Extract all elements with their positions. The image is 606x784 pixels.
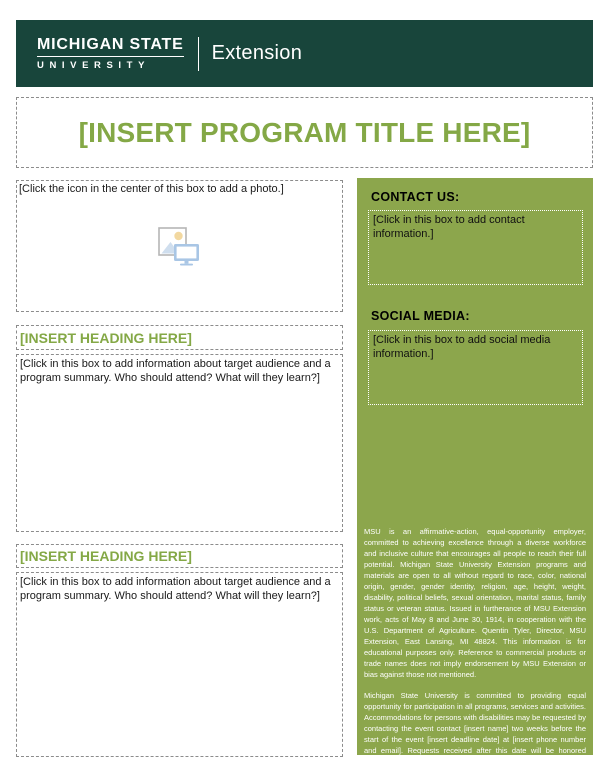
wordmark-line2: UNIVERSITY [37,60,151,71]
photo-placeholder-box[interactable] [16,180,343,312]
heading-box-2[interactable] [16,544,343,568]
nondiscrimination-statement: MSU is an affirmative-action, equal-opportunity employer, committed to achieving excellence through a diverse workforce and inclusive culture that encourages all people to reach their full potential. Michigan State University Extension programs and materials are open to all without regard to race, color, national origin, gender, gender identity, religion, age, height, weight, disability, political beliefs, sexual orientation, marital status, family status or veteran status. Issued in furtherance of MSU Extension work, acts of May 8 and June 30, 1914, in cooperation with the U.S. Department of Agriculture. Quentin Tyler, Director, MSU Extension, East Lansing, MI 48824. This information is for educational purposes only. Reference to commercial products or trade names does not imply endorsement by MSU Extension or bias against those not mentioned. [364,527,586,679]
image-placeholder-icon[interactable] [158,227,202,266]
heading-box-1[interactable] [16,325,343,350]
summary-box-1[interactable] [16,354,343,532]
social-placeholder-text: [Click in this box to add social media information.] [373,334,551,361]
program-title-text: [INSERT PROGRAM TITLE HERE] [78,116,531,148]
heading-text-1: [INSERT HEADING HERE] [20,329,192,346]
social-media-heading: SOCIAL MEDIA: [371,309,470,323]
photo-instruction-text: [Click the icon in the center of this box to add a photo.] [19,183,284,195]
wordmark-divider [198,37,199,71]
msu-extension-header [16,20,593,87]
wordmark-line1: MICHIGAN STATE [37,36,184,57]
accommodation-statement: Michigan State University is committed to providing equal opportunity for participation in all programs, services and activities. Accommodations for persons with disabilities may be requested by contacting the event contact [insert name] two weeks before the start of the event [insert deadline date] at [insert phone number and email]. Requests received after this date will be honored whenever possible. [364,691,586,766]
legal-fine-print [364,526,586,777]
summary-text-1: [Click in this box to add information about target audience and a program summary. Who should attend? What will they learn?] [20,358,331,385]
division-name: Extension [211,42,303,64]
summary-box-2[interactable] [16,572,343,757]
info-sidebar [357,178,593,766]
contact-placeholder-text: [Click in this box to add contact information.] [373,214,525,241]
contact-us-heading: CONTACT US: [371,190,460,204]
social-media-box[interactable] [368,330,583,405]
msu-wordmark [37,36,184,71]
heading-text-2: [INSERT HEADING HERE] [20,548,192,564]
summary-text-2: [Click in this box to add information about target audience and a program summary. Who should attend? What will they learn?] [20,576,331,603]
program-title-box[interactable] [16,97,593,168]
contact-info-box[interactable] [368,210,583,285]
